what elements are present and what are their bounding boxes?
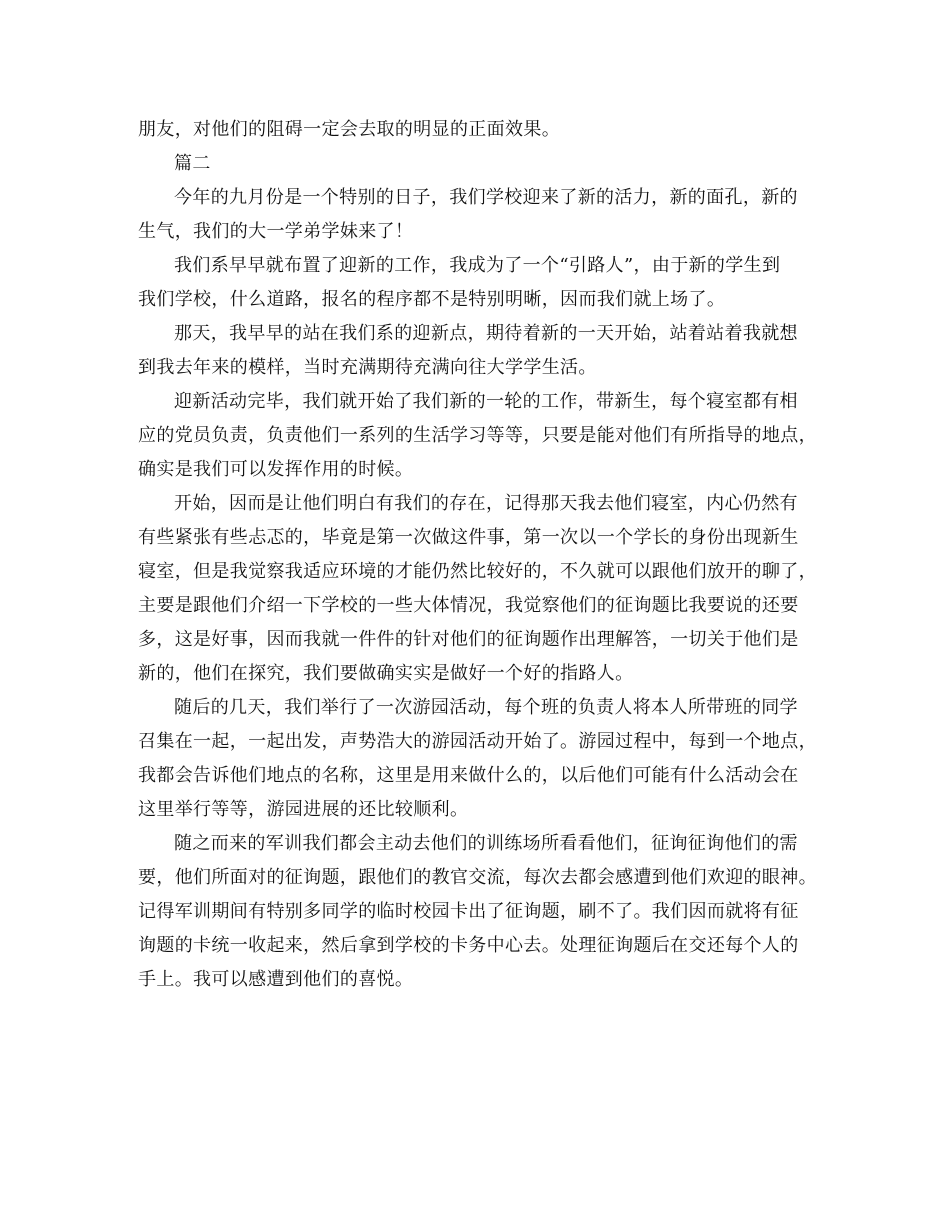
text-line: 确实是我们可以发挥作用的时候。 (138, 459, 414, 480)
text-line: 应的党员负责，负责他们一系列的生活学习等等，只要是能对他们有所指导的地点， (138, 425, 817, 446)
document-body (138, 113, 816, 997)
text-line: 我们学校，什么道路，报名的程序都不是特别明晰，因而我们就上场了。 (138, 289, 726, 310)
text-line: 新的，他们在探究，我们要做确实实是做好一个好的指路人。 (138, 663, 634, 684)
text-line: 开始，因而是让他们明白有我们的存在，记得那天我去他们寝室，内心仍然有 (174, 493, 798, 514)
text-line: 到我去年来的模样，当时充满期待充满向往大学学生活。 (138, 357, 597, 378)
text-line: 朋友，对他们的阻碍一定会去取的明显的正面效果。 (138, 119, 561, 140)
text-line: 这里举行等等，游园进展的还比较顺利。 (138, 799, 469, 820)
text-line: 那天，我早早的站在我们系的迎新点，期待着新的一天开始，站着站着我就想 (174, 323, 798, 344)
text-line: 手上。我可以感遭到他们的喜悦。 (138, 969, 414, 990)
text-line: 寝室，但是我觉察我适应环境的才能仍然比较好的，不久就可以跟他们放开的聊了， (138, 561, 817, 582)
text-line: 我都会告诉他们地点的名称，这里是用来做什么的，以后他们可能有什么活动会在 (138, 765, 799, 786)
text-line: 篇二 (174, 153, 211, 174)
text-line: 生气，我们的大一学弟学妹来了！ (138, 221, 414, 242)
text-line: 今年的九月份是一个特别的日子，我们学校迎来了新的活力，新的面孔，新的 (174, 187, 798, 208)
text-line: 记得军训期间有特别多同学的临时校园卡出了征询题，刷不了。我们因而就将有征 (138, 901, 799, 922)
text-line: 询题的卡统一收起来，然后拿到学校的卡务中心去。处理征询题后在交还每个人的 (138, 935, 799, 956)
text-line: 召集在一起，一起出发，声势浩大的游园活动开始了。游园过程中，每到一个地点， (138, 731, 817, 752)
text-line: 多，这是好事，因而我就一件件的针对他们的征询题作出理解答，一切关于他们是 (138, 629, 799, 650)
text-line: 我们系早早就布置了迎新的工作，我成为了一个“引路人”，由于新的学生到 (174, 255, 781, 276)
text-line: 有些紧张有些忐忑的，毕竟是第一次做这件事，第一次以一个学长的身份出现新生 (138, 527, 799, 548)
text-line: 随之而来的军训我们都会主动去他们的训练场所看看他们，征询征询他们的需 (174, 833, 798, 854)
text-line: 随后的几天，我们举行了一次游园活动，每个班的负责人将本人所带班的同学 (174, 697, 798, 718)
text-line: 要，他们所面对的征询题，跟他们的教官交流，每次去都会感遭到他们欢迎的眼神。 (138, 867, 817, 888)
text-line: 主要是跟他们介绍一下学校的一些大体情况，我觉察他们的征询题比我要说的还要 (138, 595, 799, 616)
text-line: 迎新活动完毕，我们就开始了我们新的一轮的工作，带新生，每个寝室都有相 (174, 391, 798, 412)
